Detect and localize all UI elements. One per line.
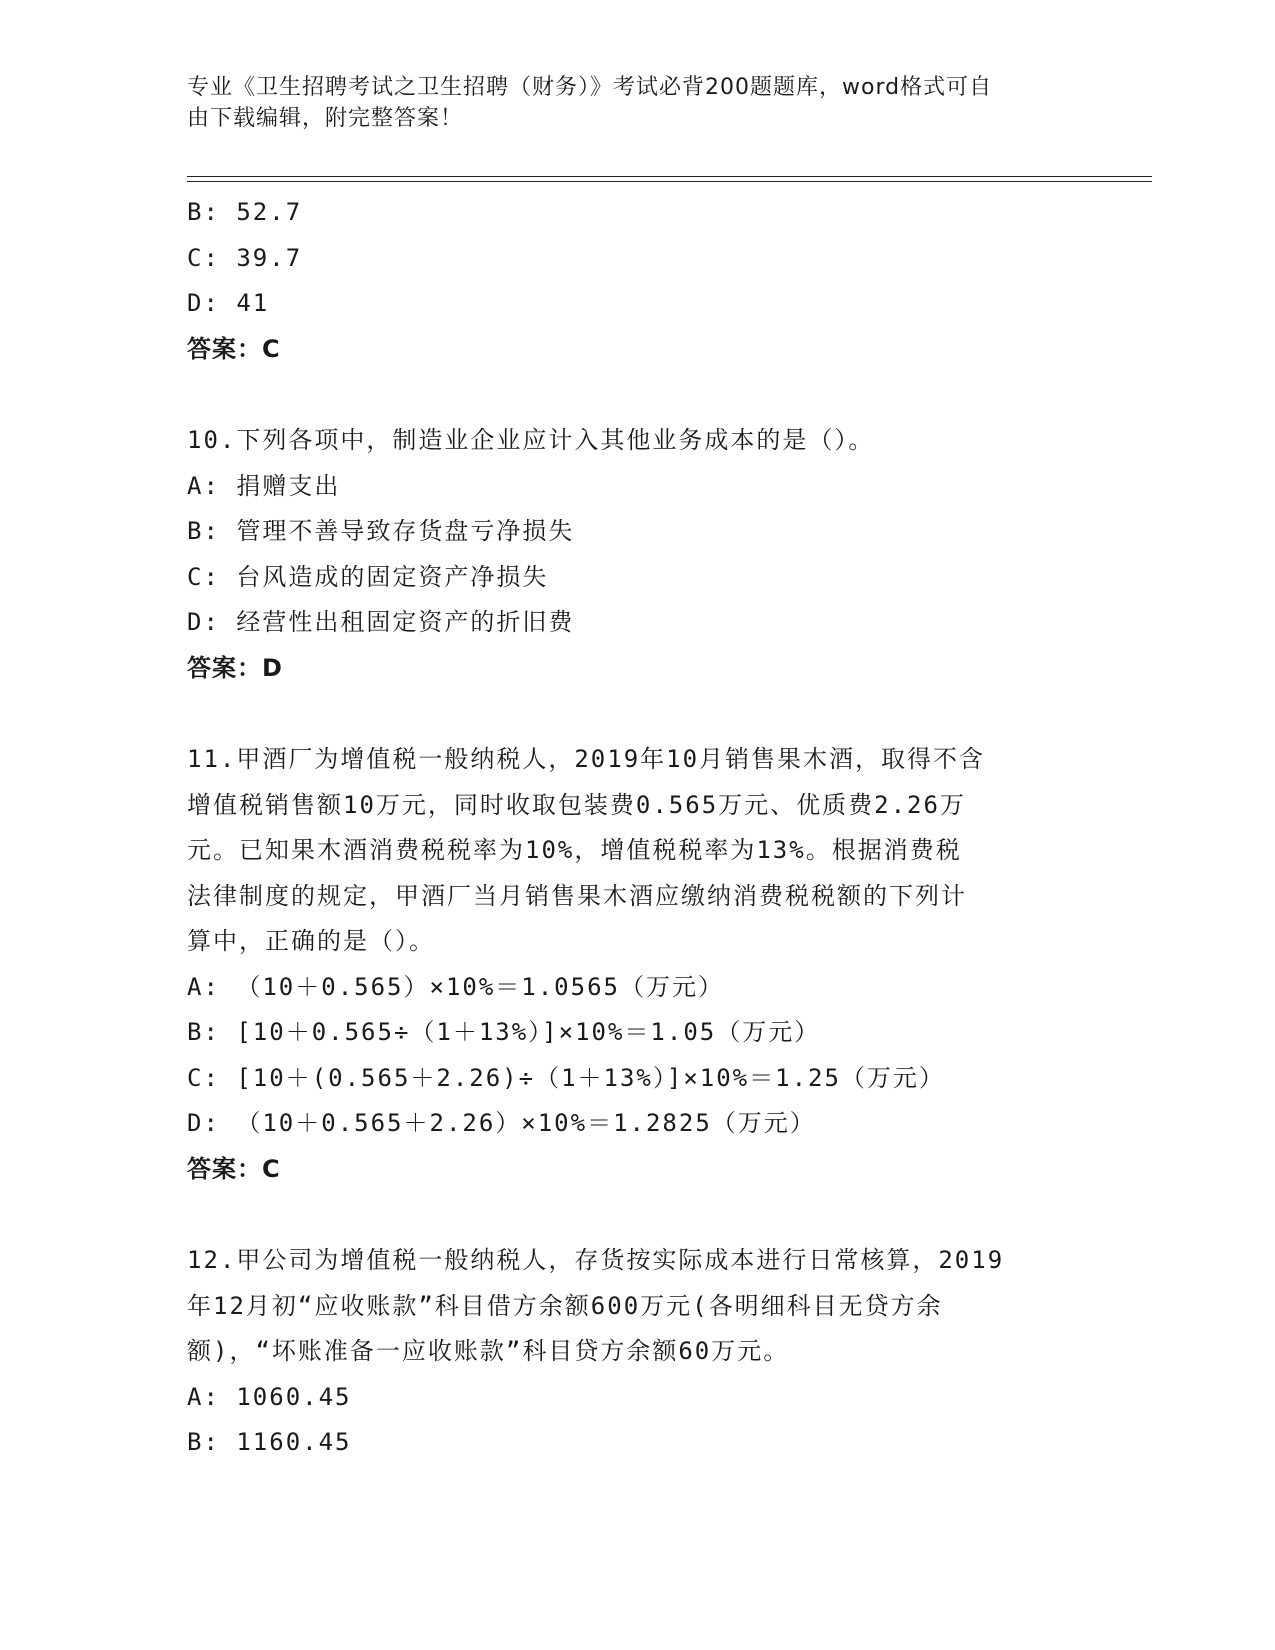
question-12 (187, 1238, 1087, 1466)
question-11 (187, 737, 1087, 1192)
option-b: B: [10＋0.565÷（1＋13%）]×10%＝1.05（万元） (187, 1018, 821, 1046)
option-d: D: （10＋0.565＋2.26）×10%＝1.2825（万元） (187, 1109, 816, 1137)
answer: 答案：D (187, 653, 283, 682)
spacer (187, 372, 1087, 418)
option-b: B: 1160.45 (187, 1428, 352, 1456)
option-b: B: 管理不善导致存货盘亏净损失 (187, 517, 575, 545)
question-stem-line: 12.甲公司为增值税一般纳税人，存货按实际成本进行日常核算，2019 (187, 1246, 1005, 1274)
question-10 (187, 418, 1087, 691)
question-stem-line: 年12月初“应收账款”科目借方余额600万元(各明细科目无贷方余 (187, 1291, 943, 1320)
header-line-2: 由下载编辑，附完整答案！ (187, 106, 464, 131)
header-rule-bottom (187, 181, 1152, 182)
question-stem: 10.下列各项中，制造业企业应计入其他业务成本的是（）。 (187, 426, 875, 454)
question-9-tail (187, 190, 1087, 372)
question-stem-line: 算中，正确的是（）。 (187, 927, 435, 955)
option-a: A: 1060.45 (187, 1382, 352, 1411)
option-a: A: （10＋0.565）×10%＝1.0565（万元） (187, 972, 724, 1001)
answer: 答案：C (187, 1154, 281, 1183)
option-b: B: 52.7 (187, 198, 303, 226)
spacer (187, 1192, 1087, 1238)
header-rule-top (187, 176, 1152, 177)
option-c: C: [10＋(0.565＋2.26)÷（1＋13%）]×10%＝1.25（万元） (187, 1063, 945, 1092)
option-d: D: 41 (187, 289, 270, 317)
option-c: C: 39.7 (187, 243, 303, 272)
document-body (187, 190, 1087, 1466)
question-stem-line: 增值税销售额10万元，同时收取包装费0.565万元、优质费2.26万 (187, 790, 966, 819)
question-stem-line: 元。已知果木酒消费税税率为10%，增值税税率为13%。根据消费税 (187, 836, 962, 864)
option-d: D: 经营性出租固定资产的折旧费 (187, 608, 575, 636)
question-stem-line: 11.甲酒厂为增值税一般纳税人，2019年10月销售果木酒，取得不含 (187, 745, 986, 773)
spacer (187, 691, 1087, 737)
question-stem-line: 法律制度的规定，甲酒厂当月销售果木酒应缴纳消费税税额的下列计 (187, 881, 967, 910)
question-stem-line: 额)，“坏账准备一应收账款”科目贷方余额60万元。 (187, 1337, 790, 1365)
header-line-1: 专业《卫生招聘考试之卫生招聘（财务）》考试必背200题题库，word格式可自 (187, 75, 993, 100)
answer: 答案：C (187, 334, 281, 363)
option-a: A: 捐赠支出 (187, 471, 341, 500)
option-c: C: 台风造成的固定资产净损失 (187, 562, 549, 591)
page-header (187, 72, 1067, 134)
